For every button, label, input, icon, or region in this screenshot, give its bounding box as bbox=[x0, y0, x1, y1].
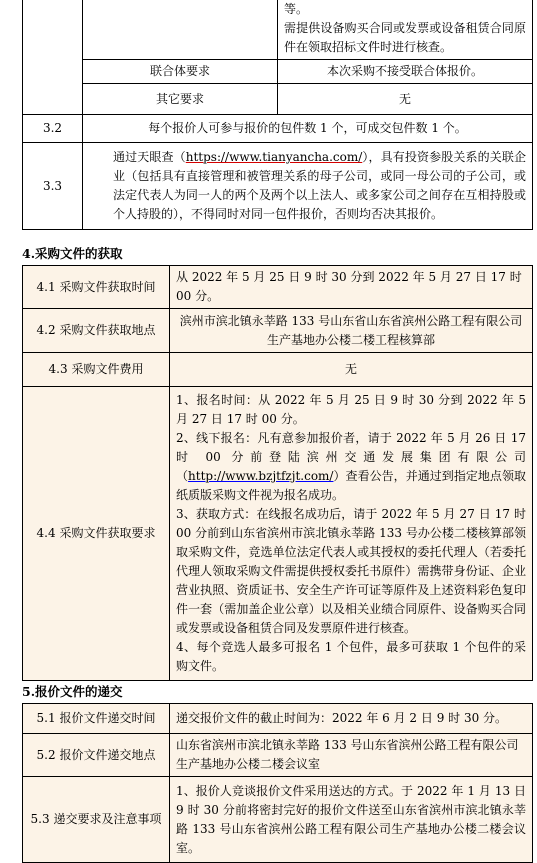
table-row bbox=[23, 387, 533, 681]
document-body bbox=[22, 0, 533, 863]
consortium-value: 本次采购不接受联合体报价。 bbox=[278, 60, 533, 84]
row-number: 3.2 bbox=[23, 115, 83, 143]
consortium-label: 联合体要求 bbox=[83, 60, 278, 84]
acquisition-requirements-label: 4.4 采购文件获取要求 bbox=[23, 387, 170, 681]
affiliate-rule-part2: ），具有投资参股关系的关联企业（包括具有直接管理和被管理关系的母子公司，或同一母公司的子公司，或法定代表人为同一人的两个及两个以上法人、或多家公司之间存在互相持股或个人持股的），不得同时对同一包件报价，否则均否决其报价。 bbox=[113, 150, 526, 221]
acquisition-requirements-value bbox=[170, 387, 533, 681]
table-row bbox=[23, 353, 533, 387]
acquisition-time-value: 从 2022 年 5 月 25 日 9 时 30 分到 2022 年 5 月 27 日 17 时 00 分。 bbox=[170, 266, 533, 309]
tianyancha-link[interactable]: https://www.tianyancha.com/ bbox=[185, 150, 363, 164]
table-row bbox=[23, 60, 533, 84]
table-row bbox=[23, 777, 533, 863]
affiliate-rule-text bbox=[83, 143, 533, 230]
fee-value: 无 bbox=[170, 353, 533, 387]
section-4-title: 4.采购文件的获取 bbox=[22, 246, 123, 261]
blank-cell bbox=[83, 0, 278, 60]
table-row bbox=[23, 143, 533, 230]
blank-cell bbox=[23, 0, 83, 115]
table-row bbox=[23, 734, 533, 777]
equipment-note-line2: 需提供设备购买合同或发票或设备租赁合同原件在领取招标文件时进行核查。 bbox=[284, 21, 526, 54]
requirements-table bbox=[22, 0, 533, 230]
bzjtfzjt-link[interactable]: http://www.bzjtfzjt.com/ bbox=[188, 469, 334, 483]
acquisition-place-value: 滨州市滨北镇永莘路 133 号山东省山东省滨州公路工程有限公司生产基地办公楼二楼工程核算部 bbox=[170, 309, 533, 353]
procurement-table bbox=[22, 265, 533, 681]
submission-notes-value: 1、报价人竞谈报价文件采用送达的方式。于 2022 年 1 月 13 日 9 时 30 分前将密封完好的报价文件送至山东省滨州市滨北镇永莘路 133 号山东省滨州公路工程有限公司生产基地办公楼二楼会议室。 bbox=[170, 777, 533, 863]
fee-label: 4.3 采购文件费用 bbox=[23, 353, 170, 387]
equipment-note-line1: 等。 bbox=[284, 2, 309, 16]
requirement-item-1: 1、报名时间：从 2022 年 5 月 25 日 9 时 30 分到 2022 年 5 月 27 日 17 时 00 分。 bbox=[176, 393, 526, 426]
equipment-note bbox=[278, 0, 533, 60]
submission-time-value: 递交报价文件的截止时间为：2022 年 6 月 2 日 9 时 30 分。 bbox=[170, 704, 533, 734]
submission-time-label: 5.1 报价文件递交时间 bbox=[23, 704, 170, 734]
table-row bbox=[23, 115, 533, 143]
acquisition-place-label: 4.2 采购文件获取地点 bbox=[23, 309, 170, 353]
requirement-item-2-part2: ）查看公告，并通过到指定地点领取纸质版采购文件视为报名成功。 bbox=[176, 469, 526, 502]
table-row bbox=[23, 266, 533, 309]
other-label: 其它要求 bbox=[83, 84, 278, 115]
package-limit-text: 每个报价人可参与报价的包件数 1 个，可成交包件数 1 个。 bbox=[83, 115, 533, 143]
requirement-item-4: 4、每个竞选人最多可报名 1 个包件，最多可获取 1 个包件的采购文件。 bbox=[176, 640, 526, 673]
submission-table bbox=[22, 703, 533, 863]
requirement-item-2 bbox=[176, 429, 526, 505]
table-row bbox=[23, 84, 533, 115]
submission-notes-label: 5.3 递交要求及注意事项 bbox=[23, 777, 170, 863]
table-row bbox=[23, 309, 533, 353]
section-5-title: 5.报价文件的递交 bbox=[22, 684, 123, 699]
row-number: 3.3 bbox=[23, 143, 83, 230]
requirement-item-2-part1: 2、线下报名：凡有意参加报价者，请于 2022 年 5 月 26 日 17 时 00 分前登陆滨州交通发展集团有限公司（ bbox=[176, 431, 526, 483]
requirement-item-3: 3、获取方式：在线报名成功后，请于 2022 年 5 月 27 日 17 时 00 分前到山东省滨州市滨北镇永莘路 133 号办公楼二楼核算部领取采购文件，竞选单位法定代表人或其授权的委托代理人（若委托代理人领取采购文件需提供授权委托书原件）需携带身份证、企业营业执照、资质证书、安全生产许可证等原件及上述资料彩色复印件一套（需加盖企业公章）以及相关业绩合同原件、设备购买合同或发票或设备租赁合同及发票原件进行核查。 bbox=[176, 507, 526, 635]
acquisition-time-label: 4.1 采购文件获取时间 bbox=[23, 266, 170, 309]
table-row bbox=[23, 704, 533, 734]
affiliate-rule-part1: 通过天眼查（ bbox=[113, 150, 186, 164]
other-value: 无 bbox=[278, 84, 533, 115]
table-row bbox=[23, 0, 533, 60]
submission-place-label: 5.2 报价文件递交地点 bbox=[23, 734, 170, 777]
submission-place-value: 山东省滨州市滨北镇永莘路 133 号山东省滨州公路工程有限公司生产基地办公楼二楼会议室 bbox=[170, 734, 533, 777]
